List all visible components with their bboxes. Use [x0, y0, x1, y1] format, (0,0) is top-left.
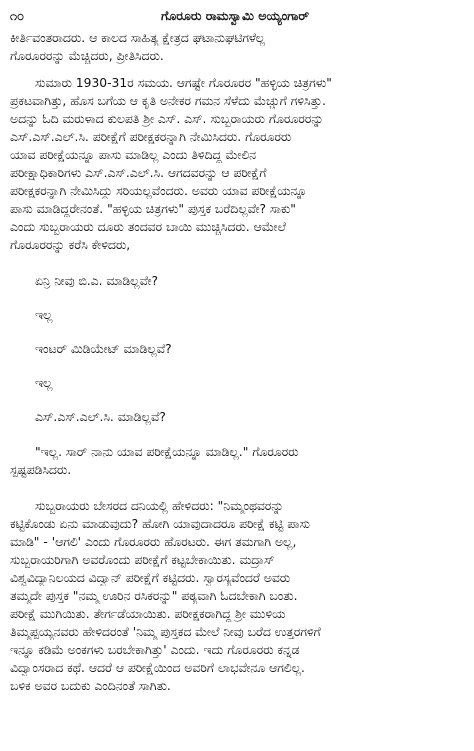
dialogue-line: ಇಲ್ಲ: [35, 376, 53, 390]
dialogue-line: ಏನ್ರಿ ನೀವು ಬಿ.ಎ. ಮಾಡಿಲ್ಲವೇ?: [35, 274, 159, 288]
dialogue-line: ಎಸ್.ಎಸ್.ಎಲ್.ಸಿ. ಮಾಡಿಲ್ಲವೆ?: [35, 410, 166, 424]
text-line: ಎಂದು ಸುಬ್ಬರಾಯರು ದೂರು ತಂದವರ ಬಾಯಿ ಮುಚ್ಚಿಸಿದರು. ಆಮೇಲೆ: [10, 220, 286, 234]
text-line: ಸುಬ್ಬರಾಯರು ಬೇಸರದ ದನಿಯಲ್ಲಿ ಹೇಳಿದರು: "ನಿಮ್ಮಂಥವರನ್ನು: [35, 499, 284, 513]
text-line: ಪಾಸು ಮಾಡಿದ್ದರೇನಂತೆ. "ಹಳ್ಳಿಯ ಚಿತ್ರಗಳು" ಪುಸ್ತಕ ಬರೆದಿಲ್ಲವೇ? ಸಾಕು": [10, 202, 296, 216]
text-line: ಕೀರ್ತಿವಂತರಾದರು. ಆ ಕಾಲದ ಸಾಹಿತ್ಯ ಕ್ಷೇತ್ರದ ಘಟಾನುಘಟಿಗಳೆಲ್ಲ: [10, 31, 266, 45]
page-number: ೧೦: [10, 8, 25, 23]
text-line: ಪ್ರಕಟವಾಗಿತ್ತು, ಹೊಸ ಬಗೆಯ ಆ ಕೃತಿ ಅನೇಕರ ಗಮನ ಸೆಳೆದು ಮೆಚ್ಚುಗೆ ಗಳಿಸಿತ್ತು.: [10, 94, 326, 108]
dialogue-line: ಇಂಟರ್ ಮಿಡಿಯೇಟ್ ಮಾಡಿಲ್ಲವೆ?: [35, 342, 172, 356]
text-line: ಗೊರೂರರನ್ನು ಕರೆಸಿ ಕೇಳಿದರು,: [10, 238, 131, 252]
text-line: ಬಳಿಕ ಅವರ ಬದುಕು ಎಂದಿನಂತೆ ಸಾಗಿತು.: [10, 679, 171, 693]
text-line: ಎಸ್.ಎಸ್.ಎಲ್.ಸಿ. ಪರೀಕ್ಷೆಗೆ ಪರೀಕ್ಷಕರನ್ನಾಗಿ ನೇಮಿಸಿದರು. ಗೊರೂರರು: [10, 130, 292, 144]
text-line: ಕಟ್ಟಿಕೊಂಡು ಏನು ಮಾಡುವುದು? ಹೋಗಿ ಯಾವುದಾದರೂ ಪರೀಕ್ಷೆ ಕಟ್ಟಿ ಪಾಸು: [10, 517, 310, 531]
text-line: ಸುಬ್ಬರಾಯರಿಗಾಗಿ ಅವರೊಂದು ಪರೀಕ್ಷೆಗೆ ಕಟ್ಟಬೇಕಾಯಿತು. ಮದ್ರಾಸ್: [10, 553, 275, 567]
text-line: "ಇಲ್ಲ. ಸಾರ್ ನಾನು ಯಾವ ಪರೀಕ್ಷೆಯನ್ನೂ ಮಾಡಿಲ್ಲ." ಗೊರೂರರು: [35, 445, 299, 459]
page-header: [10, 8, 460, 28]
text-line: ಪರೀಕ್ಷಾಧಿಕಾರಿಗಳು ಎಸ್.ಎಸ್.ಎಲ್.ಸಿ. ಆಗದವರನ್ನು ಆ ಪರೀಕ್ಷೆಗೆ: [10, 166, 267, 180]
text-line: ಸುಮಾರು 1930-31ರ ಸಮಯ. ಆಗಷ್ಟೇ ಗೊರೂರರ "ಹಳ್ಳಿಯ ಚಿತ್ರಗಳು": [35, 76, 332, 90]
text-line: ಸ್ಪಷ್ಟಪಡಿಸಿದರು.: [10, 463, 72, 477]
text-line: ಪರೀಕ್ಷಕರನ್ನಾಗಿ ನೇಮಿಸಿದ್ದು ಸರಿಯಲ್ಲವೆಂದರು. ಅವರು ಯಾವ ಪರೀಕ್ಷೆಯನ್ನೂ: [10, 184, 307, 198]
text-line: ಇನ್ನೂ ಕಡಿಮೆ ಅಂಕಗಳು ಬರಬೇಕಾಗಿತ್ತು' ಎಂದು. ಇದು ಗೊರೂರರು ಕನ್ನಡ: [10, 643, 300, 657]
text-line: ಅದನ್ನು ಓದಿ ಮರುಳಾದ ಕುಲಪತಿ ಶ್ರೀ ಎಸ್. ಎಸ್. ಸುಬ್ಬರಾಯರು ಗೊರೂರರನ್ನು: [10, 112, 324, 126]
text-line: ವಿದ್ವಾಂಸರಾದ ಕಥೆ. ಆದರೆ ಆ ಪರೀಕ್ಷೆಯಿಂದ ಅವರಿಗೆ ಲಾಭವೇನೂ ಆಗಲಿಲ್ಲ.: [10, 661, 305, 675]
text-line: ತಿಮ್ಮಪ್ಪಯ್ಯನವರು ಹೇಳಿದರಂತೆ 'ನಿಮ್ಮ ಪುಸ್ತಕದ ಮೇಲೆ ನೀವು ಬರೆದ ಉತ್ತರಗಳಿಗೆ: [10, 625, 321, 639]
text-line: ಮಾಡಿ" - 'ಆಗಲಿ' ಎಂದು ಗೊರೂರರು ಹೊರಟರು. ಈಗ ತಮಗಾಗಿ ಅಲ್ಲ,: [10, 535, 297, 549]
text-line: ತಮ್ಮದೇ ಪುಸ್ತಕ "ನಮ್ಮ ಊರಿನ ರಸಿಕರನ್ನು" ಪಠ್ಯವಾಗಿ ಓದಬೇಕಾಗಿ ಬಂತು.: [10, 589, 298, 603]
running-title: ಗೊರೂರು ರಾಮಸ್ವಾಮಿ ಅಯ್ಯಂಗಾರ್: [161, 8, 309, 23]
text-line: ಯಾವ ಪರೀಕ್ಷೆಯನ್ನೂ ಪಾಸು ಮಾಡಿಲ್ಲ ಎಂದು ತಿಳಿದಿದ್ದ ಮೇಲಿನ: [10, 148, 256, 162]
text-line: ಪರೀಕ್ಷೆ ಮುಗಿಯಿತು. ತೇರ್ಗಡೆಯಾಯಿತು. ಪರೀಕ್ಷಕರಾಗಿದ್ದ ಶ್ರೀ ಮುಳಿಯ: [10, 607, 286, 621]
dialogue-line: ಇಲ್ಲ: [35, 308, 53, 322]
text-line: ವಿಶ್ವವಿದ್ಯಾನಿಲಯದ ವಿದ್ವಾನ್ ಪರೀಕ್ಷೆಗೆ ಕಟ್ಟಿದರು. ಸ್ವಾರಸ್ಯವೆಂದರೆ ಅವರು: [10, 571, 291, 585]
text-line: ಗೊರೂರರನ್ನು ಮೆಚ್ಚಿದರು, ಪ್ರೀತಿಸಿದರು.: [10, 49, 164, 63]
